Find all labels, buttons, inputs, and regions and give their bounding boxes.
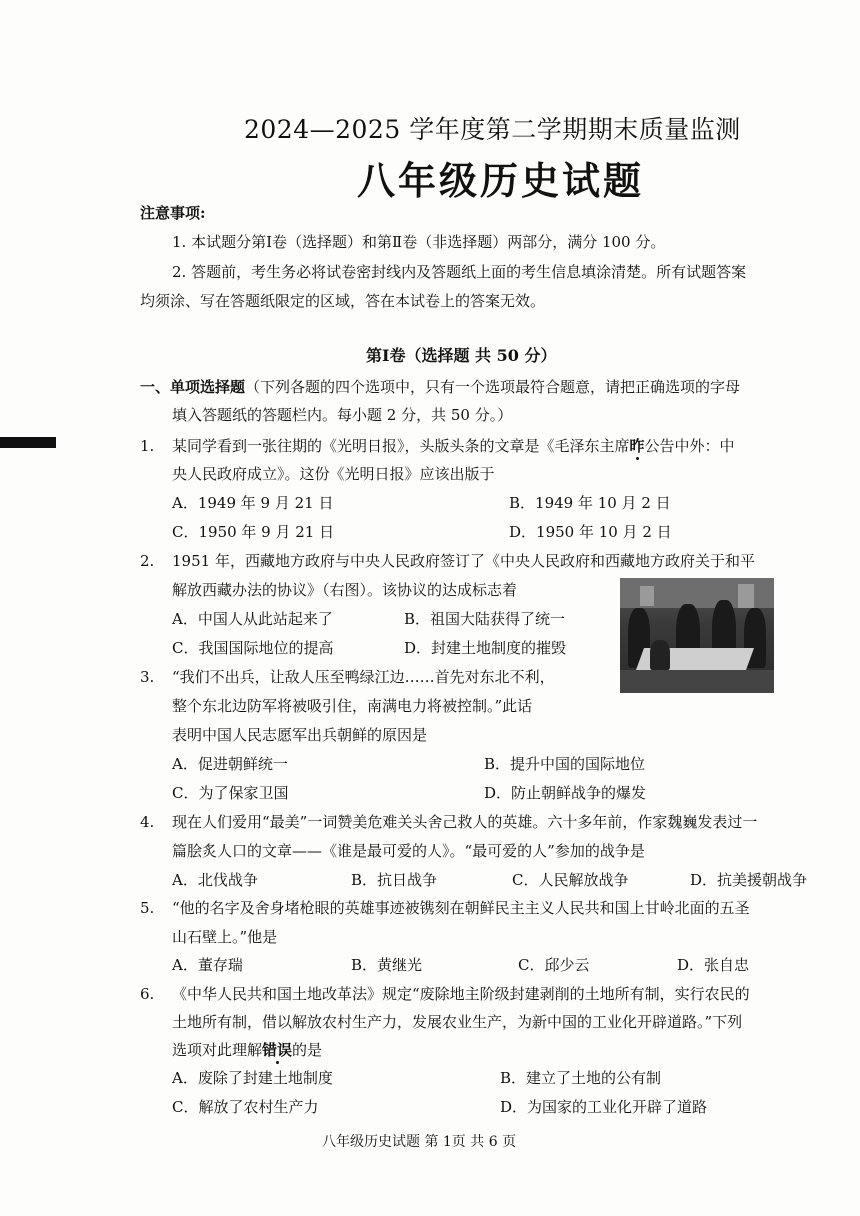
q1-stem-line1: [172, 436, 735, 456]
q6-option-c: C．解放了农村生产力: [172, 1098, 319, 1116]
q5-number: 5.: [140, 899, 155, 917]
q6-option-b: B．建立了土地的公有制: [500, 1069, 662, 1087]
q6-stem-line1: 《中华人民共和国土地改革法》规定“废除地主阶级封建剥削的土地所有制，实行农民的: [172, 985, 750, 1003]
notice-item-2-line1: 2. 答题前，考生务必将试卷密封线内及答题纸上面的考生信息填涂清楚。所有试题答案: [172, 263, 747, 281]
q1-stem-part-b: 公告中外：中: [644, 437, 735, 455]
q4-stem-line2: 篇脍炙人口的文章——《谁是最可爱的人》。“最可爱的人”参加的战争是: [172, 842, 645, 860]
q1-number: 1.: [140, 437, 155, 455]
notice-item-1: 1. 本试题分第Ⅰ卷（选择题）和第Ⅱ卷（非选择题）两部分，满分 100 分。: [172, 233, 666, 251]
q5-option-c: C．邱少云: [518, 956, 590, 974]
q3-option-a: A．促进朝鲜统一: [172, 755, 288, 773]
q5-option-b: B．黄继光: [351, 956, 423, 974]
q4-option-b: B．抗日战争: [351, 871, 438, 889]
q4-option-d: D．抗美援朝战争: [690, 871, 808, 889]
q2-option-a: A．中国人从此站起来了: [172, 610, 333, 628]
q5-option-a: A．董存瑞: [172, 956, 243, 974]
q2-stem-line2: 解放西藏办法的协议》（右图）。该协议的达成标志着: [172, 581, 518, 599]
q3-stem-line3: 表明中国人民志愿军出兵朝鲜的原因是: [172, 726, 428, 744]
q3-option-b: B．提升中国的国际地位: [484, 755, 646, 773]
part-label: 一、单项选择题: [140, 378, 246, 396]
q6-option-a: A．废除了封建土地制度: [172, 1069, 333, 1087]
q4-number: 4.: [140, 813, 155, 831]
part-desc-line1: （下列各题的四个选项中，只有一个选项最符合题意，请把正确选项的字母: [245, 378, 741, 396]
q4-option-a: A．北伐战争: [172, 871, 258, 889]
q2-option-c: C．我国国际地位的提高: [172, 639, 334, 657]
q1-option-d: D．1950 年 10 月 2 日: [509, 523, 672, 541]
q3-stem-line1: “我们不出兵，让敌人压至鸭绿江边……首先对东北不利，: [172, 668, 555, 686]
q4-stem-line1: 现在人们爱用“最美”一词赞美危难关头舍己救人的英雄。六十多年前，作家魏巍发表过一: [172, 813, 758, 831]
notice-heading: 注意事项:: [140, 204, 206, 222]
q6-stem-line2: 土地所有制，借以解放农村生产力，发展农业生产，为新中国的工业化开辟道路。”下列: [172, 1013, 743, 1031]
page-footer: 八年级历史试题 第 1页 共 6 页: [322, 1134, 517, 1150]
notice-item-2-line2: 均须涂、写在答题纸限定的区域，答在本试卷上的答案无效。: [140, 292, 546, 310]
q1-option-a: A．1949 年 9 月 21 日: [172, 494, 334, 512]
q1-option-b: B．1949 年 10 月 2 日: [509, 494, 671, 512]
binding-margin-mark: [0, 437, 56, 448]
q1-stem-part-a: 某同学看到一张往期的《光明日报》，头版头条的文章是《毛泽东主席: [172, 437, 630, 455]
q6-number: 6.: [140, 985, 155, 1003]
q1-option-c: C．1950 年 9 月 21 日: [172, 523, 335, 541]
q6-stem-line3: [172, 1040, 322, 1060]
q5-option-d: D．张自忠: [677, 956, 750, 974]
q2-option-b: B．祖国大陆获得了统一: [404, 610, 566, 628]
q1-stem-line2: 央人民政府成立》。这份《光明日报》应该出版于: [172, 465, 495, 483]
q3-stem-line2: 整个东北边防军将被吸引住，南满电力将被控制。”此话: [172, 697, 533, 715]
part-desc-line2: 填入答题纸的答题栏内。每小题 2 分，共 50 分。）: [172, 406, 513, 424]
treaty-signing-photo: [620, 578, 774, 693]
exam-subtitle: 2024—2025 学年度第二学期期末质量监测: [244, 115, 741, 144]
page-title: 八年级历史试题: [357, 158, 645, 203]
q2-number: 2.: [140, 552, 155, 570]
q4-option-c: C．人民解放战争: [512, 871, 629, 889]
q2-stem-line1: 1951 年，西藏地方政府与中央人民政府签订了《中央人民政府和西藏地方政府关于和平: [172, 552, 755, 570]
q6-option-d: D．为国家的工业化开辟了道路: [500, 1098, 708, 1116]
q1-stem-emphasis: 昨: [629, 437, 645, 455]
q3-option-c: C．为了保家卫国: [172, 784, 289, 802]
q5-stem-line1: “他的名字及舍身堵枪眼的英雄事迹被镌刻在朝鲜民主主义人民共和国上甘岭北面的五圣: [172, 899, 750, 917]
q6-stem-emphasis: 错误: [262, 1041, 293, 1059]
q5-stem-line2: 山石壁上。”他是: [172, 928, 278, 946]
q6-stem-part-a: 选项对此理解: [172, 1041, 263, 1059]
section-title: 第Ⅰ卷（选择题 共 50 分）: [366, 346, 557, 365]
q3-option-d: D．防止朝鲜战争的爆发: [484, 784, 647, 802]
q6-stem-part-b: 的是: [292, 1041, 323, 1059]
q3-number: 3.: [140, 668, 155, 686]
q2-option-d: D．封建土地制度的摧毁: [404, 639, 567, 657]
part-heading: [140, 377, 740, 397]
